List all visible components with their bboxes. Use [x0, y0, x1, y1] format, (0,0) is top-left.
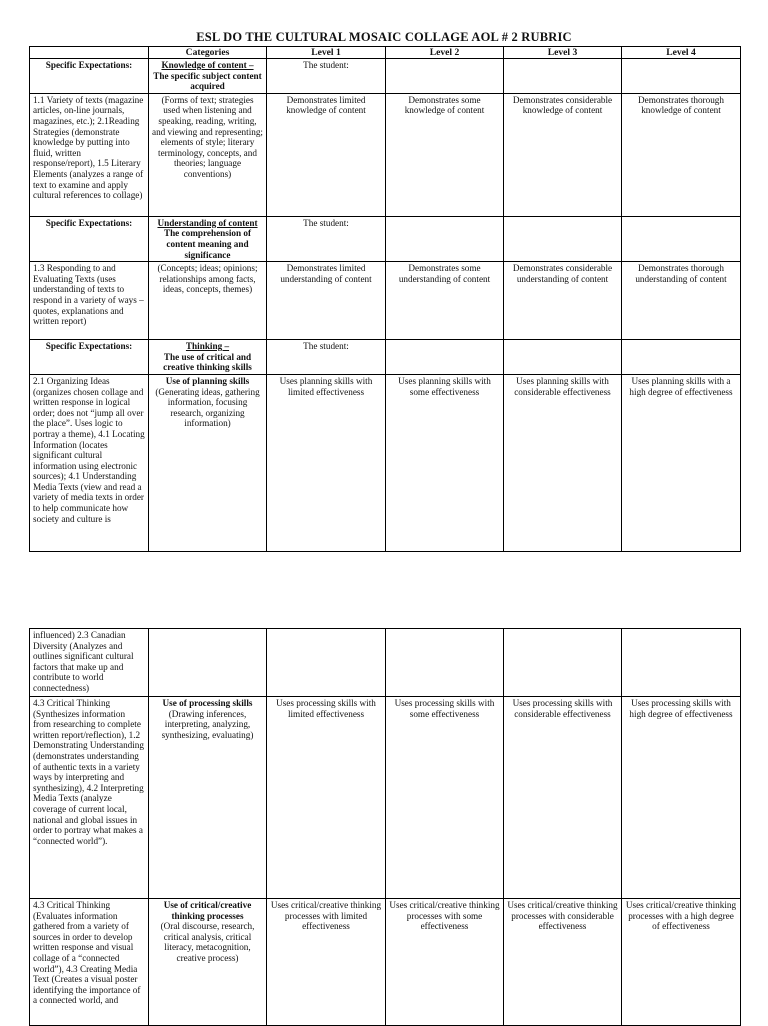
knowledge-level-1: Demonstrates limited knowledge of content — [267, 93, 386, 216]
rubric-table-page-2 — [29, 628, 741, 1026]
knowledge-section-row — [30, 59, 741, 94]
knowledge-level-2: Demonstrates some knowledge of content — [386, 93, 504, 216]
processing-level-3: Uses processing skills with considerable effectiveness — [504, 697, 622, 899]
critical-level-4: Uses critical/creative thinking processes with a high degree of effectiveness — [622, 899, 741, 1026]
critical-level-3: Uses critical/creative thinking processes with considerable effectiveness — [504, 899, 622, 1026]
understanding-category-title: Understanding of content — [157, 217, 258, 228]
spec-expectations-label: Specific Expectations: — [30, 340, 149, 375]
spec-expectations-label: Specific Expectations: — [30, 216, 149, 261]
knowledge-category-title: Knowledge of content – — [161, 60, 254, 70]
thinking-category-heading — [149, 340, 267, 375]
processing-category-detail — [149, 697, 267, 899]
empty-cell — [386, 216, 504, 261]
knowledge-category-subtitle: The specific subject content acquired — [153, 70, 262, 92]
planning-criteria-row — [30, 374, 741, 551]
empty-cell — [149, 629, 267, 697]
the-student-label: The student: — [267, 216, 386, 261]
empty-cell — [504, 59, 622, 94]
critical-expectations: 4.3 Critical Thinking (Evaluates information gathered from a variety of sources in order to develop written response and visual collage of a “connected world”), 4.3 Creating Media Text (Creates a visual poster identifying the importance of a connected world, and — [30, 899, 149, 1026]
planning-category-text: (Generating ideas, gathering information, focusing research, organizing information) — [155, 386, 260, 429]
header-categories: Categories — [149, 47, 267, 59]
knowledge-level-4: Demonstrates thorough knowledge of content — [622, 93, 741, 216]
processing-level-1: Uses processing skills with limited effectiveness — [267, 697, 386, 899]
thinking-category-title: Thinking – — [185, 341, 230, 352]
critical-category-detail — [149, 899, 267, 1026]
critical-criteria-row — [30, 899, 741, 1026]
planning-level-1: Uses planning skills with limited effectiveness — [267, 374, 386, 551]
header-level-1: Level 1 — [267, 47, 386, 59]
planning-level-2: Uses planning skills with some effectiveness — [386, 374, 504, 551]
processing-expectations: 4.3 Critical Thinking (Synthesizes information from researching to complete written report/reflection), 1.2 Demonstrating Understanding (demonstrates understanding of authentic texts in a variety ways by interpreting and synthesizing), 4.2 Interpreting Media Texts (analyze coverage of current local, national and global issues in order to portray what makes a “connected world”). — [30, 697, 149, 899]
understanding-category-detail: (Concepts; ideas; opinions; relationships among facts, ideas, concepts, themes) — [149, 262, 267, 340]
understanding-level-3: Demonstrates considerable understanding of content — [504, 262, 622, 340]
knowledge-level-3: Demonstrates considerable knowledge of content — [504, 93, 622, 216]
empty-cell — [504, 629, 622, 697]
empty-cell — [622, 340, 741, 375]
critical-category-text: (Oral discourse, research, critical analysis, critical literacy, metacognition, creative process) — [160, 921, 255, 963]
rubric-table-page-1 — [29, 46, 741, 552]
header-blank — [30, 47, 149, 59]
critical-level-2: Uses critical/creative thinking processes with some effectiveness — [386, 899, 504, 1026]
empty-cell — [504, 340, 622, 375]
empty-cell — [267, 629, 386, 697]
empty-cell — [386, 59, 504, 94]
thinking-section-row — [30, 340, 741, 375]
planning-continued-row — [30, 629, 741, 697]
planning-expectations: 2.1 Organizing Ideas (organizes chosen collage and written response in logical order; does not “jump all over the place”. Uses logic to portray a theme), 4.1 Locating Information (locates significant cultural information using electronic sources); 4.1 Understanding Media Texts (view and read a variety of media texts in order to help communicate how society and culture is — [30, 374, 149, 551]
empty-cell — [386, 340, 504, 375]
knowledge-category-detail: (Forms of text; strategies used when listening and speaking, reading, writing, and viewing and representing; elements of style; literary terminology, concepts, and theories; language conventions) — [149, 93, 267, 216]
critical-category-title: Use of critical/creative thinking processes — [163, 900, 252, 921]
header-level-4: Level 4 — [622, 47, 741, 59]
the-student-label: The student: — [267, 59, 386, 94]
knowledge-criteria-row — [30, 93, 741, 216]
thinking-category-subtitle: The use of critical and creative thinking skills — [163, 351, 252, 373]
processing-criteria-row — [30, 697, 741, 899]
understanding-category-heading — [149, 216, 267, 261]
processing-category-text: (Drawing inferences, interpreting, analyzing, synthesizing, evaluating) — [161, 708, 254, 740]
processing-level-4: Uses processing skills with high degree of effectiveness — [622, 697, 741, 899]
knowledge-category-heading — [149, 59, 267, 94]
header-level-2: Level 2 — [386, 47, 504, 59]
header-row — [30, 47, 741, 59]
empty-cell — [386, 629, 504, 697]
processing-level-2: Uses processing skills with some effectiveness — [386, 697, 504, 899]
critical-level-1: Uses critical/creative thinking processes with limited effectiveness — [267, 899, 386, 1026]
understanding-level-2: Demonstrates some understanding of content — [386, 262, 504, 340]
planning-level-3: Uses planning skills with considerable effectiveness — [504, 374, 622, 551]
empty-cell — [622, 629, 741, 697]
header-level-3: Level 3 — [504, 47, 622, 59]
understanding-section-row — [30, 216, 741, 261]
understanding-level-4: Demonstrates thorough understanding of content — [622, 262, 741, 340]
understanding-criteria-row — [30, 262, 741, 340]
empty-cell — [622, 59, 741, 94]
empty-cell — [622, 216, 741, 261]
understanding-expectations: 1.3 Responding to and Evaluating Texts (uses understanding of texts to respond in a variety of ways – quotes, explanations and written report) — [30, 262, 149, 340]
empty-cell — [504, 216, 622, 261]
rubric-title: ESL DO THE CULTURAL MOSAIC COLLAGE AOL # 2 RUBRIC — [196, 30, 572, 44]
processing-category-title: Use of processing skills — [162, 698, 253, 708]
the-student-label: The student: — [267, 340, 386, 375]
planning-level-4: Uses planning skills with a high degree of effectiveness — [622, 374, 741, 551]
planning-category-detail — [149, 374, 267, 551]
spec-expectations-label: Specific Expectations: — [30, 59, 149, 94]
knowledge-expectations: 1.1 Variety of texts (magazine articles, on-line journals, magazines, etc.); 2.1Reading Strategies (demonstrate knowledge by putting into fluid, written response/report), 1.5 Literary Elements (analyzes a range of text to examine and apply cultural references to collage) — [30, 93, 149, 216]
understanding-category-subtitle: The comprehension of content meaning and significance — [163, 228, 252, 260]
planning-expectations-continued: influenced) 2.3 Canadian Diversity (Analyzes and outlines significant cultural factors that make up and contribute to world connectedness) — [30, 629, 149, 697]
planning-category-title: Use of planning skills — [165, 375, 250, 386]
understanding-level-1: Demonstrates limited understanding of content — [267, 262, 386, 340]
